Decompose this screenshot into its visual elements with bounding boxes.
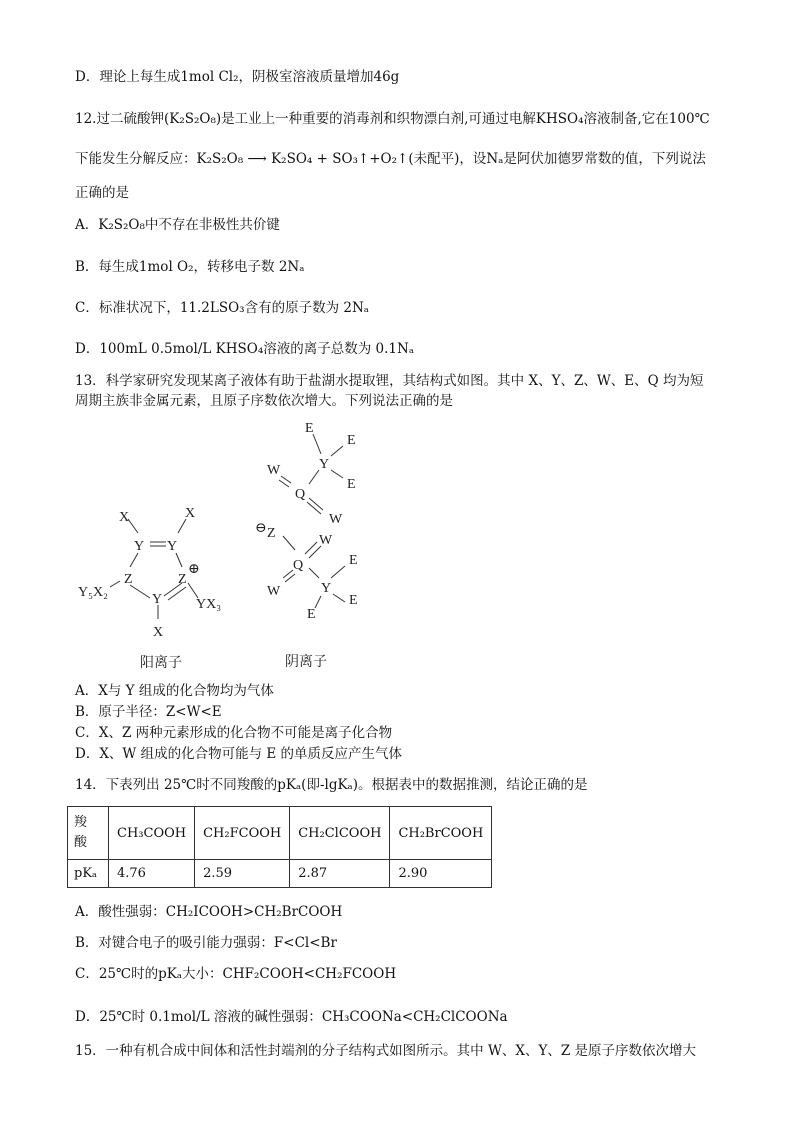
question-12-stem-line3: 正确的是	[75, 185, 129, 201]
table-header-row	[68, 807, 492, 860]
question-12-stem-line2: 下能发生分解反应：K₂S₂O₈ ⟶ K₂SO₄ + SO₃↑+O₂↑(未配平)，设Nₐ是阿伏加德罗常数的值，下列说法	[75, 151, 706, 167]
cation-caption: 阳离子	[140, 655, 182, 671]
anion-structure	[245, 418, 375, 673]
atom-q: Q	[295, 487, 306, 502]
bond	[309, 568, 319, 578]
option-b-q13: B．原子半径：Z<W<E	[75, 704, 222, 720]
bond	[168, 587, 186, 600]
atom-group-y5x2: Y₅X₂	[78, 585, 108, 600]
option-a-q14: A．酸性强弱：CH₂ICOOH>CH₂BrCOOH	[75, 904, 343, 920]
question-13-stem-line2: 周期主族非金属元素，且原子序数依次增大。下列说法正确的是	[75, 393, 453, 409]
bond	[178, 519, 186, 533]
negative-charge-icon: ⊖	[255, 521, 267, 536]
atom-y: Y	[321, 581, 332, 596]
bond	[331, 446, 343, 456]
bond	[309, 470, 319, 484]
pka-value-cell: 2.90	[390, 860, 492, 888]
atom-e: E	[305, 421, 314, 436]
bond	[313, 434, 321, 454]
bond	[309, 498, 323, 510]
row-header-char: 酸	[74, 835, 88, 850]
option-d-q11: D．理论上每生成1mol Cl₂，阴极室溶液质量增加46g	[75, 69, 400, 85]
option-d-q12: D．100mL 0.5mol/L KHSO₄溶液的离子总数为 0.1Nₐ	[75, 341, 415, 357]
bond	[307, 502, 321, 514]
bond	[130, 553, 138, 567]
atom-x: X	[185, 506, 196, 521]
row-header-pka: pKₐ	[68, 860, 109, 888]
bond	[130, 585, 150, 598]
pka-value-cell: 2.59	[195, 860, 290, 888]
table-row	[68, 860, 492, 888]
bond	[331, 470, 343, 478]
option-a-q13: A．X与 Y 组成的化合物均为气体	[75, 683, 274, 699]
atom-z: Z	[178, 572, 187, 587]
atom-y: Y	[134, 539, 145, 554]
atom-e: E	[349, 593, 358, 608]
atom-y: Y	[319, 457, 330, 472]
positive-charge-icon: ⊕	[188, 562, 200, 577]
option-c-q13: C．X、Z 两种元素形成的化合物不可能是离子化合物	[75, 725, 393, 741]
atom-e: E	[347, 433, 356, 448]
option-c-q14: C．25℃时的pKₐ大小：CHF₂COOH<CH₂FCOOH	[75, 966, 397, 982]
atom-x: X	[153, 625, 164, 640]
option-b-q12: B．每生成1mol O₂，转移电子数 2Nₐ	[75, 259, 305, 275]
atom-e: E	[349, 553, 358, 568]
bond	[176, 553, 182, 567]
bond	[283, 536, 295, 550]
option-d-q13: D．X、W 组成的化合物可能与 E 的单质反应产生气体	[75, 746, 403, 762]
atom-w: W	[267, 584, 281, 599]
row-header-char: 羧	[74, 815, 88, 830]
pka-table	[67, 806, 492, 888]
atom-z: Z	[124, 572, 133, 587]
atom-w: W	[319, 533, 333, 548]
bond	[188, 583, 198, 598]
atom-e: E	[307, 607, 316, 622]
cation-structure	[70, 495, 240, 675]
bond	[128, 519, 138, 533]
atom-y: Y	[152, 592, 163, 607]
atom-y: Y	[167, 539, 178, 554]
option-b-q14: B．对键合电子的吸引能力强弱：F<Cl<Br	[75, 935, 337, 951]
option-c-q12: C．标准状况下，11.2LSO₃含有的原子数为 2Nₐ	[75, 300, 369, 316]
atom-e: E	[347, 477, 356, 492]
bond	[315, 596, 321, 608]
acid-name-cell: CH₂BrCOOH	[390, 807, 492, 860]
atom-w: W	[329, 512, 343, 527]
acid-name-cell: CH₂FCOOH	[195, 807, 290, 860]
atom-z: Z	[267, 526, 276, 541]
atom-x: X	[119, 510, 130, 525]
pka-value-cell: 2.87	[290, 860, 390, 888]
acid-name-cell: CH₂ClCOOH	[290, 807, 390, 860]
option-a-q12: A．K₂S₂O₈中不存在非极性共价键	[75, 217, 280, 233]
atom-group-yx3: YX₃	[196, 597, 222, 612]
option-d-q14: D．25℃时 0.1mol/L 溶液的碱性强弱：CH₃COONa<CH₂ClCOONa	[75, 1009, 508, 1025]
row-header-acid	[68, 807, 109, 860]
question-14-stem: 14．下表列出 25℃时不同羧酸的pKₐ(即-lgKₐ)。根据表中的数据推测，结论正确的是	[75, 777, 588, 793]
bond	[333, 594, 345, 602]
bond	[331, 566, 345, 578]
atom-w: W	[267, 463, 281, 478]
question-13-stem-line1: 13．科学家研究发现某离子液体有助于盐湖水提取锂，其结构式如图。其中 X、Y、Z、W、E、Q 均为短	[75, 373, 704, 389]
question-15-stem: 15．一种有机合成中间体和活性封端剂的分子结构式如图所示。其中 W、X、Y、Z 是原子序数依次增大	[75, 1043, 697, 1059]
pka-value-cell: 4.76	[109, 860, 195, 888]
acid-name-cell: CH₃COOH	[109, 807, 195, 860]
question-12-stem-line1: 12.过二硫酸钾(K₂S₂O₈)是工业上一种重要的消毒剂和织物漂白剂,可通过电解KHSO₄溶液制备,它在100℃	[75, 111, 710, 127]
bond	[110, 581, 120, 587]
atom-q: Q	[293, 558, 304, 573]
anion-caption: 阴离子	[285, 654, 327, 670]
